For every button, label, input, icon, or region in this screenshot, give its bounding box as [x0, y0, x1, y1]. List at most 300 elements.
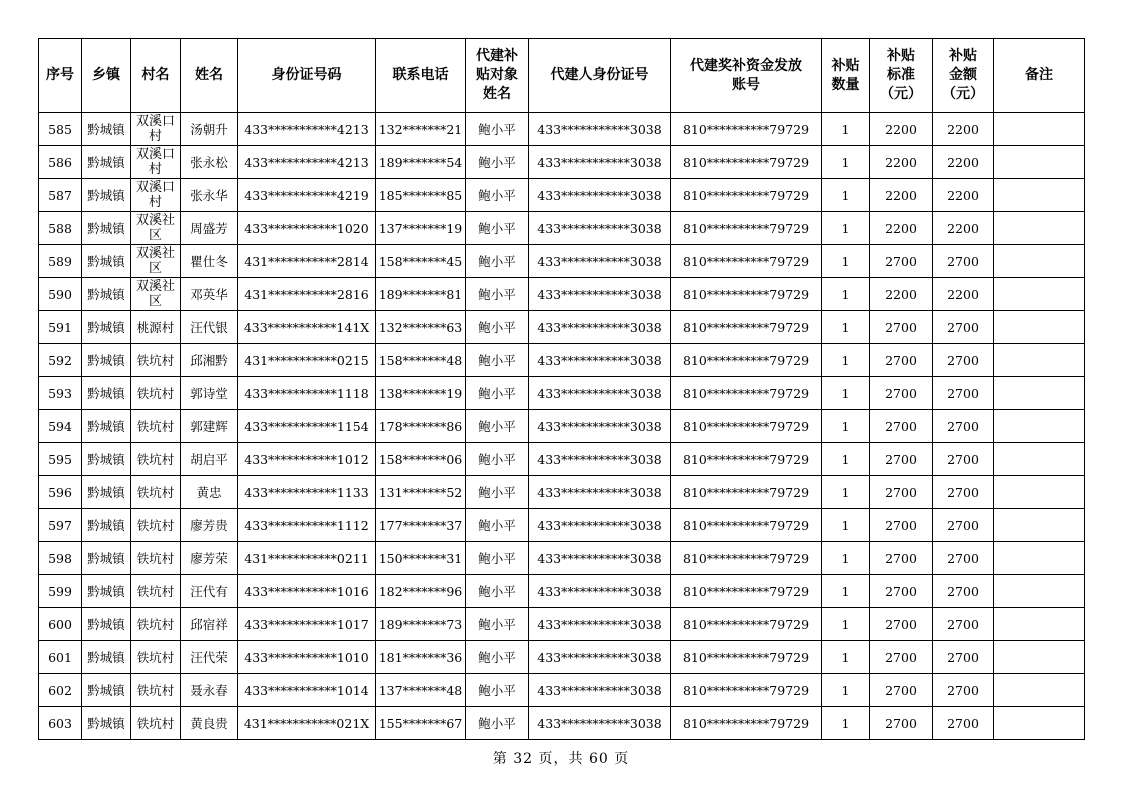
cell-subsidy-quantity: 1 [822, 641, 870, 674]
cell-serial-number: 598 [39, 542, 82, 575]
header-line: 补贴 [949, 48, 977, 64]
cell-village: 铁坑村 [131, 476, 181, 509]
cell-phone: 137*******48 [376, 674, 466, 707]
cell-agent-subsidy-name: 鲍小平 [466, 344, 529, 377]
cell-village: 铁坑村 [131, 443, 181, 476]
cell-name: 张永松 [181, 146, 238, 179]
cell-id-number: 431***********0215 [238, 344, 376, 377]
table-row [39, 476, 1085, 509]
cell-payment-account: 810**********79729 [671, 377, 822, 410]
cell-remarks [994, 311, 1085, 344]
cell-remarks [994, 608, 1085, 641]
cell-name: 周盛芳 [181, 212, 238, 245]
cell-township: 黔城镇 [82, 410, 131, 443]
cell-subsidy-standard: 2700 [870, 542, 933, 575]
cell-subsidy-standard: 2200 [870, 113, 933, 146]
cell-id-number: 433***********1133 [238, 476, 376, 509]
cell-name: 张永华 [181, 179, 238, 212]
cell-agent-id-number: 433***********3038 [529, 674, 671, 707]
cell-subsidy-quantity: 1 [822, 608, 870, 641]
cell-phone: 178*******86 [376, 410, 466, 443]
table-row [39, 608, 1085, 641]
cell-agent-id-number: 433***********3038 [529, 311, 671, 344]
cell-phone: 137*******19 [376, 212, 466, 245]
cell-subsidy-quantity: 1 [822, 113, 870, 146]
cell-serial-number: 600 [39, 608, 82, 641]
cell-remarks [994, 674, 1085, 707]
cell-agent-subsidy-name: 鲍小平 [466, 476, 529, 509]
cell-name: 邱宿祥 [181, 608, 238, 641]
cell-phone: 185*******85 [376, 179, 466, 212]
cell-phone: 158*******06 [376, 443, 466, 476]
cell-subsidy-amount: 2700 [933, 608, 994, 641]
cell-remarks [994, 179, 1085, 212]
cell-name: 邓英华 [181, 278, 238, 311]
cell-subsidy-standard: 2700 [870, 344, 933, 377]
cell-id-number: 433***********1118 [238, 377, 376, 410]
header-line: 姓名 [483, 86, 511, 102]
cell-village: 铁坑村 [131, 542, 181, 575]
cell-agent-id-number: 433***********3038 [529, 410, 671, 443]
cell-subsidy-quantity: 1 [822, 674, 870, 707]
cell-agent-id-number: 433***********3038 [529, 212, 671, 245]
cell-payment-account: 810**********79729 [671, 212, 822, 245]
cell-id-number: 431***********021X [238, 707, 376, 740]
cell-village: 铁坑村 [131, 641, 181, 674]
header-line: 代建补 [476, 48, 518, 64]
cell-remarks [994, 476, 1085, 509]
cell-subsidy-quantity: 1 [822, 410, 870, 443]
header-line: 补贴 [887, 48, 915, 64]
header-line: 乡镇 [92, 67, 120, 83]
cell-agent-id-number: 433***********3038 [529, 641, 671, 674]
cell-subsidy-standard: 2700 [870, 410, 933, 443]
cell-village: 双溪口村 [131, 113, 181, 146]
cell-name: 廖芳荣 [181, 542, 238, 575]
table-row [39, 212, 1085, 245]
cell-remarks [994, 344, 1085, 377]
cell-subsidy-standard: 2700 [870, 311, 933, 344]
cell-name: 汤朝升 [181, 113, 238, 146]
cell-phone: 158*******48 [376, 344, 466, 377]
cell-subsidy-amount: 2700 [933, 509, 994, 542]
cell-agent-subsidy-name: 鲍小平 [466, 674, 529, 707]
cell-village: 铁坑村 [131, 509, 181, 542]
cell-agent-subsidy-name: 鲍小平 [466, 278, 529, 311]
cell-id-number: 433***********4219 [238, 179, 376, 212]
header-remarks [994, 39, 1085, 113]
table-row [39, 707, 1085, 740]
table-row [39, 311, 1085, 344]
header-village [131, 39, 181, 113]
cell-agent-subsidy-name: 鲍小平 [466, 146, 529, 179]
cell-agent-subsidy-name: 鲍小平 [466, 575, 529, 608]
table-body [39, 113, 1085, 740]
table-row [39, 509, 1085, 542]
cell-subsidy-amount: 2200 [933, 278, 994, 311]
header-subsidy-amount [933, 39, 994, 113]
cell-phone: 158*******45 [376, 245, 466, 278]
cell-agent-id-number: 433***********3038 [529, 113, 671, 146]
cell-id-number: 433***********1112 [238, 509, 376, 542]
cell-serial-number: 585 [39, 113, 82, 146]
cell-subsidy-amount: 2700 [933, 245, 994, 278]
cell-subsidy-amount: 2200 [933, 179, 994, 212]
table-row [39, 377, 1085, 410]
cell-payment-account: 810**********79729 [671, 344, 822, 377]
cell-serial-number: 603 [39, 707, 82, 740]
cell-id-number: 431***********2816 [238, 278, 376, 311]
cell-agent-id-number: 433***********3038 [529, 377, 671, 410]
cell-subsidy-standard: 2700 [870, 476, 933, 509]
cell-remarks [994, 707, 1085, 740]
cell-phone: 189*******73 [376, 608, 466, 641]
header-id-number [238, 39, 376, 113]
table-row [39, 245, 1085, 278]
cell-village: 铁坑村 [131, 575, 181, 608]
cell-township: 黔城镇 [82, 179, 131, 212]
cell-agent-id-number: 433***********3038 [529, 146, 671, 179]
cell-name: 郭建辉 [181, 410, 238, 443]
table-row [39, 179, 1085, 212]
cell-village: 双溪口村 [131, 146, 181, 179]
cell-subsidy-amount: 2700 [933, 542, 994, 575]
cell-phone: 177*******37 [376, 509, 466, 542]
header-line: 补贴 [831, 57, 860, 74]
cell-subsidy-quantity: 1 [822, 542, 870, 575]
cell-subsidy-standard: 2700 [870, 245, 933, 278]
table-row [39, 278, 1085, 311]
table-row [39, 344, 1085, 377]
cell-phone: 182*******96 [376, 575, 466, 608]
cell-subsidy-amount: 2700 [933, 443, 994, 476]
cell-remarks [994, 641, 1085, 674]
cell-agent-subsidy-name: 鲍小平 [466, 311, 529, 344]
cell-subsidy-standard: 2700 [870, 443, 933, 476]
cell-subsidy-quantity: 1 [822, 212, 870, 245]
cell-township: 黔城镇 [82, 707, 131, 740]
cell-id-number: 433***********141X [238, 311, 376, 344]
cell-subsidy-amount: 2200 [933, 113, 994, 146]
cell-serial-number: 592 [39, 344, 82, 377]
cell-village: 铁坑村 [131, 608, 181, 641]
cell-agent-id-number: 433***********3038 [529, 179, 671, 212]
header-agent-id-number [529, 39, 671, 113]
cell-township: 黔城镇 [82, 278, 131, 311]
cell-subsidy-standard: 2700 [870, 641, 933, 674]
cell-serial-number: 602 [39, 674, 82, 707]
cell-agent-id-number: 433***********3038 [529, 443, 671, 476]
header-row [39, 39, 1085, 113]
header-subsidy-standard [870, 39, 933, 113]
cell-remarks [994, 377, 1085, 410]
cell-agent-id-number: 433***********3038 [529, 278, 671, 311]
cell-township: 黔城镇 [82, 443, 131, 476]
table-row [39, 113, 1085, 146]
cell-subsidy-amount: 2700 [933, 575, 994, 608]
cell-village: 铁坑村 [131, 344, 181, 377]
cell-agent-subsidy-name: 鲍小平 [466, 377, 529, 410]
cell-subsidy-quantity: 1 [822, 377, 870, 410]
table-row [39, 443, 1085, 476]
cell-name: 郭诗堂 [181, 377, 238, 410]
cell-subsidy-quantity: 1 [822, 146, 870, 179]
header-line: 账号 [732, 76, 760, 93]
cell-subsidy-amount: 2200 [933, 212, 994, 245]
cell-subsidy-amount: 2700 [933, 344, 994, 377]
cell-payment-account: 810**********79729 [671, 146, 822, 179]
cell-subsidy-quantity: 1 [822, 575, 870, 608]
cell-payment-account: 810**********79729 [671, 113, 822, 146]
cell-subsidy-quantity: 1 [822, 443, 870, 476]
header-subsidy-quantity [822, 39, 870, 113]
cell-id-number: 431***********0211 [238, 542, 376, 575]
cell-subsidy-standard: 2700 [870, 575, 933, 608]
cell-payment-account: 810**********79729 [671, 410, 822, 443]
cell-payment-account: 810**********79729 [671, 641, 822, 674]
cell-village: 铁坑村 [131, 674, 181, 707]
cell-subsidy-standard: 2200 [870, 212, 933, 245]
header-line: 身份证号码 [271, 67, 342, 83]
cell-village: 双溪社区 [131, 278, 181, 311]
header-line: （元） [942, 86, 984, 102]
cell-subsidy-standard: 2700 [870, 674, 933, 707]
cell-payment-account: 810**********79729 [671, 245, 822, 278]
page-number: 第 32 页，共 60 页 [492, 751, 630, 767]
header-payment-account [671, 39, 822, 113]
cell-subsidy-quantity: 1 [822, 179, 870, 212]
cell-serial-number: 597 [39, 509, 82, 542]
header-line: 村名 [141, 67, 170, 83]
cell-subsidy-amount: 2700 [933, 641, 994, 674]
cell-subsidy-quantity: 1 [822, 344, 870, 377]
cell-township: 黔城镇 [82, 674, 131, 707]
cell-phone: 189*******81 [376, 278, 466, 311]
cell-id-number: 433***********4213 [238, 146, 376, 179]
cell-agent-id-number: 433***********3038 [529, 245, 671, 278]
cell-township: 黔城镇 [82, 245, 131, 278]
cell-agent-id-number: 433***********3038 [529, 707, 671, 740]
table-row [39, 542, 1085, 575]
cell-serial-number: 601 [39, 641, 82, 674]
cell-township: 黔城镇 [82, 146, 131, 179]
cell-name: 黄良贵 [181, 707, 238, 740]
cell-payment-account: 810**********79729 [671, 443, 822, 476]
cell-township: 黔城镇 [82, 476, 131, 509]
cell-agent-id-number: 433***********3038 [529, 476, 671, 509]
cell-agent-subsidy-name: 鲍小平 [466, 179, 529, 212]
cell-agent-subsidy-name: 鲍小平 [466, 212, 529, 245]
cell-remarks [994, 509, 1085, 542]
cell-id-number: 433***********1154 [238, 410, 376, 443]
header-line: 姓名 [195, 67, 223, 83]
cell-serial-number: 596 [39, 476, 82, 509]
cell-payment-account: 810**********79729 [671, 674, 822, 707]
cell-village: 双溪社区 [131, 245, 181, 278]
cell-subsidy-standard: 2700 [870, 377, 933, 410]
cell-serial-number: 587 [39, 179, 82, 212]
cell-subsidy-quantity: 1 [822, 311, 870, 344]
cell-agent-id-number: 433***********3038 [529, 542, 671, 575]
cell-subsidy-amount: 2700 [933, 377, 994, 410]
cell-name: 汪代有 [181, 575, 238, 608]
cell-name: 汪代荣 [181, 641, 238, 674]
cell-village: 铁坑村 [131, 410, 181, 443]
cell-payment-account: 810**********79729 [671, 707, 822, 740]
cell-payment-account: 810**********79729 [671, 608, 822, 641]
cell-agent-id-number: 433***********3038 [529, 608, 671, 641]
cell-subsidy-standard: 2700 [870, 707, 933, 740]
cell-serial-number: 589 [39, 245, 82, 278]
cell-agent-subsidy-name: 鲍小平 [466, 245, 529, 278]
cell-phone: 132*******21 [376, 113, 466, 146]
cell-village: 铁坑村 [131, 707, 181, 740]
cell-id-number: 433***********1020 [238, 212, 376, 245]
cell-agent-id-number: 433***********3038 [529, 344, 671, 377]
cell-agent-subsidy-name: 鲍小平 [466, 707, 529, 740]
cell-payment-account: 810**********79729 [671, 575, 822, 608]
cell-township: 黔城镇 [82, 608, 131, 641]
cell-subsidy-standard: 2200 [870, 278, 933, 311]
cell-phone: 150*******31 [376, 542, 466, 575]
cell-serial-number: 594 [39, 410, 82, 443]
cell-payment-account: 810**********79729 [671, 542, 822, 575]
cell-subsidy-standard: 2200 [870, 179, 933, 212]
cell-serial-number: 588 [39, 212, 82, 245]
cell-agent-id-number: 433***********3038 [529, 509, 671, 542]
cell-subsidy-standard: 2700 [870, 509, 933, 542]
table-row [39, 410, 1085, 443]
cell-agent-subsidy-name: 鲍小平 [466, 443, 529, 476]
cell-serial-number: 595 [39, 443, 82, 476]
cell-township: 黔城镇 [82, 113, 131, 146]
cell-name: 廖芳贵 [181, 509, 238, 542]
header-line: 金额 [949, 67, 977, 83]
cell-name: 瞿仕冬 [181, 245, 238, 278]
cell-township: 黔城镇 [82, 311, 131, 344]
cell-serial-number: 591 [39, 311, 82, 344]
cell-agent-subsidy-name: 鲍小平 [466, 410, 529, 443]
cell-subsidy-amount: 2700 [933, 674, 994, 707]
cell-name: 邱湘黔 [181, 344, 238, 377]
header-phone [376, 39, 466, 113]
cell-remarks [994, 575, 1085, 608]
cell-subsidy-quantity: 1 [822, 707, 870, 740]
table-row [39, 575, 1085, 608]
cell-township: 黔城镇 [82, 344, 131, 377]
header-line: 序号 [46, 67, 74, 83]
cell-subsidy-amount: 2700 [933, 707, 994, 740]
cell-village: 双溪社区 [131, 212, 181, 245]
cell-payment-account: 810**********79729 [671, 179, 822, 212]
cell-id-number: 433***********1012 [238, 443, 376, 476]
cell-name: 汪代银 [181, 311, 238, 344]
table-row [39, 674, 1085, 707]
cell-payment-account: 810**********79729 [671, 311, 822, 344]
cell-agent-subsidy-name: 鲍小平 [466, 113, 529, 146]
cell-serial-number: 586 [39, 146, 82, 179]
cell-remarks [994, 113, 1085, 146]
cell-village: 双溪口村 [131, 179, 181, 212]
cell-phone: 132*******63 [376, 311, 466, 344]
cell-remarks [994, 278, 1085, 311]
cell-remarks [994, 443, 1085, 476]
cell-township: 黔城镇 [82, 509, 131, 542]
cell-subsidy-amount: 2200 [933, 146, 994, 179]
cell-village: 铁坑村 [131, 377, 181, 410]
header-line: 标准 [887, 67, 915, 83]
cell-township: 黔城镇 [82, 212, 131, 245]
header-line: （元） [880, 86, 922, 102]
header-line: 贴对象 [476, 67, 518, 83]
cell-subsidy-standard: 2700 [870, 608, 933, 641]
cell-township: 黔城镇 [82, 542, 131, 575]
cell-agent-subsidy-name: 鲍小平 [466, 542, 529, 575]
cell-remarks [994, 245, 1085, 278]
table-row [39, 641, 1085, 674]
cell-name: 聂永春 [181, 674, 238, 707]
cell-subsidy-amount: 2700 [933, 410, 994, 443]
cell-subsidy-amount: 2700 [933, 476, 994, 509]
cell-phone: 181*******36 [376, 641, 466, 674]
header-line: 数量 [831, 76, 860, 93]
header-agent-subsidy-name [466, 39, 529, 113]
cell-subsidy-standard: 2200 [870, 146, 933, 179]
cell-subsidy-quantity: 1 [822, 278, 870, 311]
cell-id-number: 433***********4213 [238, 113, 376, 146]
header-line: 代建人身份证号 [550, 67, 649, 83]
cell-agent-subsidy-name: 鲍小平 [466, 641, 529, 674]
cell-phone: 131*******52 [376, 476, 466, 509]
cell-township: 黔城镇 [82, 575, 131, 608]
cell-id-number: 433***********1014 [238, 674, 376, 707]
cell-subsidy-amount: 2700 [933, 311, 994, 344]
cell-township: 黔城镇 [82, 377, 131, 410]
cell-agent-id-number: 433***********3038 [529, 575, 671, 608]
cell-serial-number: 599 [39, 575, 82, 608]
cell-agent-subsidy-name: 鲍小平 [466, 608, 529, 641]
cell-remarks [994, 146, 1085, 179]
subsidy-table [38, 38, 1085, 740]
cell-id-number: 433***********1016 [238, 575, 376, 608]
cell-name: 黄忠 [181, 476, 238, 509]
header-name [181, 39, 238, 113]
cell-phone: 189*******54 [376, 146, 466, 179]
cell-id-number: 433***********1017 [238, 608, 376, 641]
cell-name: 胡启平 [181, 443, 238, 476]
cell-subsidy-quantity: 1 [822, 476, 870, 509]
cell-id-number: 433***********1010 [238, 641, 376, 674]
cell-phone: 138*******19 [376, 377, 466, 410]
cell-phone: 155*******67 [376, 707, 466, 740]
cell-id-number: 431***********2814 [238, 245, 376, 278]
cell-village: 桃源村 [131, 311, 181, 344]
cell-serial-number: 593 [39, 377, 82, 410]
header-serial-number [39, 39, 82, 113]
cell-agent-subsidy-name: 鲍小平 [466, 509, 529, 542]
cell-subsidy-quantity: 1 [822, 245, 870, 278]
cell-serial-number: 590 [39, 278, 82, 311]
cell-township: 黔城镇 [82, 641, 131, 674]
cell-payment-account: 810**********79729 [671, 476, 822, 509]
header-line: 备注 [1025, 67, 1053, 83]
cell-payment-account: 810**********79729 [671, 509, 822, 542]
cell-remarks [994, 410, 1085, 443]
cell-payment-account: 810**********79729 [671, 278, 822, 311]
cell-remarks [994, 212, 1085, 245]
cell-subsidy-quantity: 1 [822, 509, 870, 542]
header-township [82, 39, 131, 113]
